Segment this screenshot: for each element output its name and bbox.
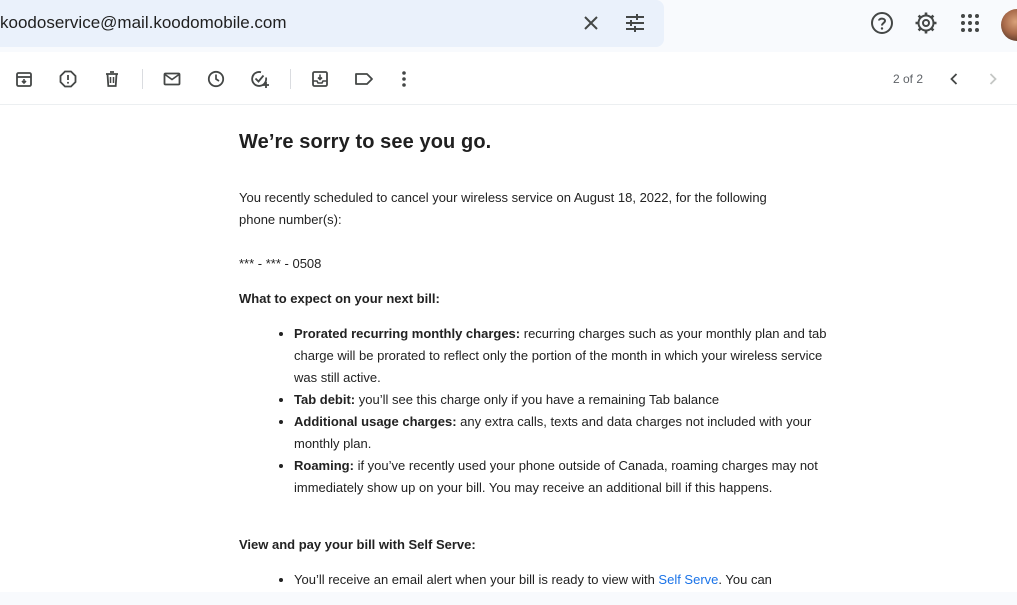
message-toolbar bbox=[0, 52, 1017, 105]
settings-icon[interactable] bbox=[912, 9, 940, 37]
selfserve-list bbox=[239, 569, 834, 591]
list-item bbox=[294, 389, 834, 411]
list-item bbox=[294, 323, 834, 389]
list-item bbox=[294, 411, 834, 455]
more-icon[interactable] bbox=[390, 65, 418, 93]
archive-icon[interactable] bbox=[10, 65, 38, 93]
list-item-text: recurring charges such as your monthly plan and tab charge will be prorated to reflect only the portion of the month in which your wireless service was still active. bbox=[294, 326, 827, 385]
add-to-tasks-icon[interactable] bbox=[246, 65, 274, 93]
selfserve-heading: View and pay your bill with Self Serve: bbox=[239, 537, 476, 552]
list-item-term: Additional usage charges: bbox=[294, 414, 457, 429]
delete-icon[interactable] bbox=[98, 65, 126, 93]
avatar[interactable] bbox=[1001, 9, 1017, 41]
self-serve-link[interactable]: Self Serve bbox=[658, 572, 719, 587]
older-message-icon[interactable] bbox=[979, 65, 1007, 93]
phone-number: *** - *** - 0508 bbox=[239, 256, 322, 271]
email-body-pane bbox=[0, 105, 1017, 592]
list-item bbox=[294, 569, 834, 591]
list-item-term: Tab debit: bbox=[294, 392, 356, 407]
list-item-term: Roaming: bbox=[294, 458, 354, 473]
mark-unread-icon[interactable] bbox=[158, 65, 186, 93]
email-heading: We’re sorry to see you go. bbox=[239, 131, 492, 153]
move-to-icon[interactable] bbox=[306, 65, 334, 93]
label-icon[interactable] bbox=[350, 65, 378, 93]
help-icon[interactable] bbox=[868, 9, 896, 37]
bill-list bbox=[239, 323, 834, 499]
list-item bbox=[294, 455, 834, 499]
report-spam-icon[interactable] bbox=[54, 65, 82, 93]
toolbar-divider bbox=[142, 69, 143, 89]
search-bar[interactable] bbox=[0, 0, 664, 47]
list-item-text: any extra calls, texts and data charges not included with your monthly plan. bbox=[294, 414, 812, 451]
top-bar bbox=[0, 0, 1017, 52]
intro-paragraph: You recently scheduled to cancel your wireless service on August 18, 2022, for the following phone number(s): bbox=[239, 190, 767, 227]
list-item-term: Prorated recurring monthly charges: bbox=[294, 326, 521, 341]
newer-message-icon[interactable] bbox=[940, 65, 968, 93]
pager-count: 2 of 2 bbox=[893, 72, 924, 86]
list-item-text: if you’ve recently used your phone outside of Canada, roaming charges may not immediately show up on your bill. You may receive an additional bill if this happens. bbox=[294, 458, 818, 495]
search-options-icon[interactable] bbox=[621, 9, 649, 37]
toolbar-divider bbox=[290, 69, 291, 89]
clear-search-icon[interactable] bbox=[577, 9, 605, 37]
search-input[interactable]: koodoservice@mail.koodomobile.com bbox=[0, 13, 287, 32]
list-item-text: . You can bbox=[718, 572, 772, 587]
list-item-text: You’ll receive an email alert when your bill is ready to view with bbox=[294, 572, 659, 587]
apps-icon[interactable] bbox=[956, 9, 984, 37]
list-item-text: you’ll see this charge only if you have a remaining Tab balance bbox=[355, 392, 720, 407]
bottom-strip bbox=[0, 592, 1017, 605]
snooze-icon[interactable] bbox=[202, 65, 230, 93]
bill-heading: What to expect on your next bill: bbox=[239, 291, 440, 306]
